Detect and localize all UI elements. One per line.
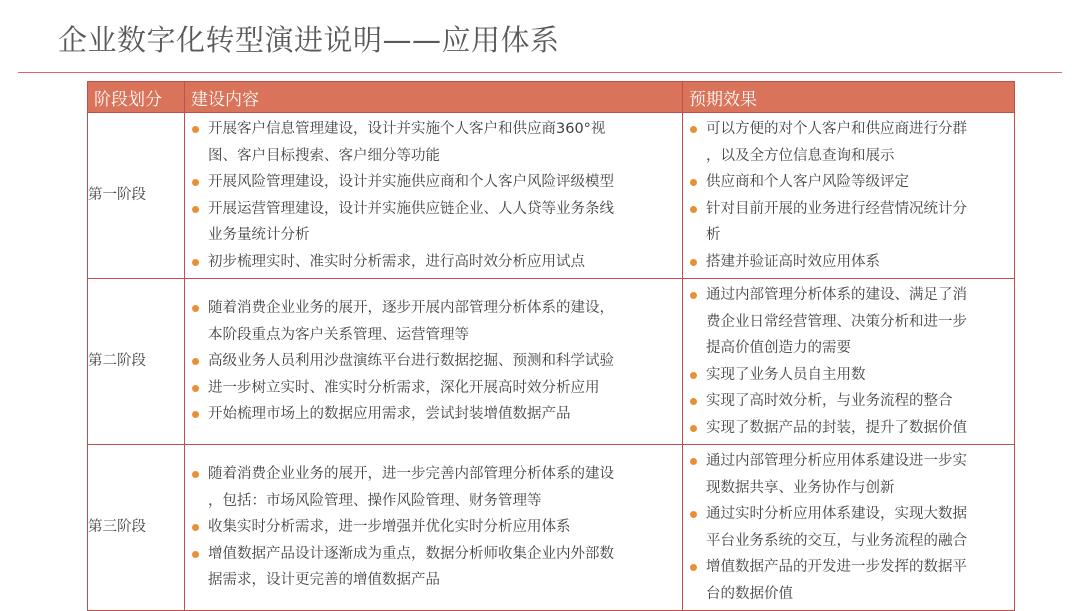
table-row (88, 279, 1015, 445)
effects-list (683, 113, 1014, 278)
header-content: 建设内容 (185, 82, 683, 113)
content-list (185, 113, 682, 278)
effects-list (683, 279, 1014, 444)
title-divider (18, 72, 1062, 73)
list-item: 高级业务人员利用沙盘演练平台进行数据挖掘、预测和科学试验 (191, 348, 682, 375)
list-item: 收集实时分析需求，进一步增强并优化实时分析应用体系 (191, 514, 682, 541)
list-item: 针对目前开展的业务进行经营情况统计分 析 (689, 196, 1014, 249)
header-stage: 阶段划分 (88, 82, 185, 113)
list-item: 开展运营管理建设，设计并实施供应链企业、人人贷等业务条线 业务量统计分析 (191, 196, 682, 249)
content-cell (185, 445, 683, 611)
page-title: 企业数字化转型演进说明——应用体系 (58, 23, 560, 57)
list-item: 搭建并验证高时效应用体系 (689, 249, 1014, 276)
list-item: 随着消费企业业务的展开，逐步开展内部管理分析体系的建设， 本阶段重点为客户关系管理、运营管理等 (191, 295, 682, 348)
list-item: 通过实时分析应用体系建设，实现大数据 平台业务系统的交互，与业务流程的融合 (689, 501, 1014, 554)
effects-cell (683, 113, 1015, 279)
list-item: 实现了高时效分析，与业务流程的整合 (689, 388, 1014, 415)
list-item: 实现了数据产品的封装，提升了数据价值 (689, 415, 1014, 442)
list-item: 可以方便的对个人客户和供应商进行分群 ，以及全方位信息查询和展示 (689, 116, 1014, 169)
header-effects: 预期效果 (683, 82, 1015, 113)
list-item: 开展风险管理建设，设计并实施供应商和个人客户风险评级模型 (191, 169, 682, 196)
list-item: 供应商和个人客户风险等级评定 (689, 169, 1014, 196)
content-cell (185, 279, 683, 445)
effects-list (683, 445, 1014, 610)
content-list (185, 458, 682, 597)
list-item: 通过内部管理分析体系的建设、满足了消 费企业日常经营管理、决策分析和进一步 提高价值创造力的需要 (689, 282, 1014, 362)
list-item: 开展客户信息管理建设，设计并实施个人客户和供应商360°视 图、客户目标搜索、客户细分等功能 (191, 116, 682, 169)
effects-cell (683, 445, 1015, 611)
stage-cell: 第三阶段 (88, 445, 185, 611)
table-row (88, 113, 1015, 279)
stage-plan-table (87, 81, 1015, 611)
stage-cell: 第二阶段 (88, 279, 185, 445)
effects-cell (683, 279, 1015, 445)
list-item: 开始梳理市场上的数据应用需求，尝试封装增值数据产品 (191, 401, 682, 428)
list-item: 进一步树立实时、准实时分析需求，深化开展高时效分析应用 (191, 375, 682, 402)
list-item: 增值数据产品设计逐渐成为重点，数据分析师收集企业内外部数 据需求，设计更完善的增值数据产品 (191, 541, 682, 594)
list-item: 随着消费企业业务的展开，进一步完善内部管理分析体系的建设 ，包括：市场风险管理、操作风险管理、财务管理等 (191, 461, 682, 514)
content-list (185, 292, 682, 431)
table-header-row (88, 82, 1015, 113)
stage-cell: 第一阶段 (88, 113, 185, 279)
table-row (88, 445, 1015, 611)
list-item: 初步梳理实时、准实时分析需求，进行高时效分析应用试点 (191, 249, 682, 276)
content-cell (185, 113, 683, 279)
list-item: 通过内部管理分析应用体系建设进一步实 现数据共享、业务协作与创新 (689, 448, 1014, 501)
list-item: 增值数据产品的开发进一步发挥的数据平 台的数据价值 (689, 554, 1014, 607)
list-item: 实现了业务人员自主用数 (689, 362, 1014, 389)
